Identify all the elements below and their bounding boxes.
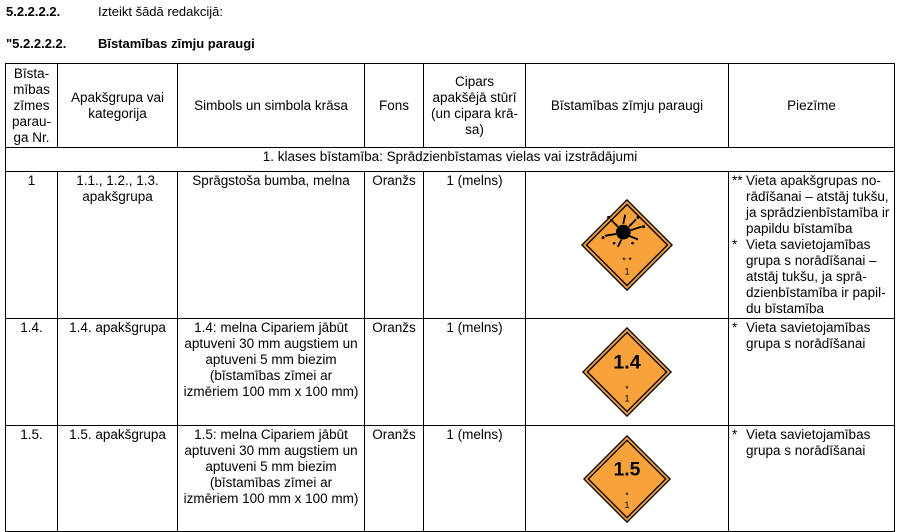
cell-group: 1.4. apakšgrupa [58, 319, 178, 426]
note-text: Vieta savietojamības grupa s norādīšanai [746, 320, 871, 351]
clause-line [6, 4, 223, 19]
note-mark: ** [732, 173, 743, 188]
clause-text: Izteikt šādā redakcijā: [98, 4, 224, 19]
note-mark: * [732, 427, 738, 442]
cell-background: Oranžs [365, 172, 424, 319]
explosive-sign-icon [581, 199, 673, 291]
sign-diamond [582, 200, 672, 290]
cell-sign [526, 426, 729, 532]
table-row [6, 319, 895, 426]
header-nr: Bīsta-mības zīmes parau-ga Nr. [6, 64, 58, 148]
cell-nr: 1.4. [6, 319, 58, 426]
sign-stars: * [625, 489, 629, 500]
cell-note [729, 319, 895, 426]
cell-note [729, 172, 895, 319]
header-symbol: Simbols un simbola krāsa [178, 64, 365, 148]
cell-corner: 1 (melns) [424, 319, 526, 426]
sign-corner-digit: 1 [624, 393, 630, 404]
header-sign: Bīstamības zīmju paraugi [526, 64, 729, 148]
cell-background: Oranžs [365, 319, 424, 426]
note-item [732, 320, 891, 352]
cell-group: 1.1., 1.2., 1.3. apakšgrupa [58, 172, 178, 319]
sign-corner-digit: 1 [624, 499, 630, 510]
cell-corner: 1 (melns) [424, 172, 526, 319]
sign-division-label: 1.4 [613, 351, 641, 374]
cell-symbol: 1.5: melna Cipariem jābūt aptuveni 30 mm augstiem un aptuveni 5 mm biezim (bīstamības zīmei ar izmēriem 100 mm x 100 mm) [178, 426, 365, 532]
cell-symbol: 1.4: melna Cipariem jābūt aptuveni 30 mm augstiem un aptuveni 5 mm biezim (bīstamības zīmei ar izmēriem 100 mm x 100 mm) [178, 319, 365, 426]
title-number: "5.2.2.2.2. [6, 36, 67, 51]
sign-division-label: 1.5 [613, 457, 641, 480]
hazard-label-table [5, 63, 895, 532]
table-header-row [6, 64, 895, 148]
note-mark: * [732, 320, 738, 335]
sign-corner-digit: 1 [624, 266, 630, 277]
cell-group: 1.5. apakšgrupa [58, 426, 178, 532]
cell-nr: 1 [6, 172, 58, 319]
note-text: Vieta apakšgrupas no-rādīšanai – atstāj tukšu, ja sprādzienbīstamība ir papildu bīstamība [746, 173, 890, 236]
division-1-4-sign-icon [582, 327, 672, 417]
header-corner: Cipars apakšējā stūrī (un cipara krā-sa) [424, 64, 526, 148]
cell-note [729, 426, 895, 532]
section-title-line [6, 36, 255, 51]
header-background: Fons [365, 64, 424, 148]
note-item [732, 173, 891, 237]
cell-background: Oranžs [365, 426, 424, 532]
section-title: 1. klases bīstamība: Sprādzienbīstamas vielas vai izstrādājumi [6, 148, 895, 172]
table-row [6, 172, 895, 319]
note-item [732, 237, 891, 317]
cell-symbol: Sprāgstoša bumba, melna [178, 172, 365, 319]
note-item [732, 427, 891, 459]
cell-corner: 1 (melns) [424, 426, 526, 532]
note-text: Vieta savietojamības grupa s norādīšanai – atstāj tukšu, ja sprā-dzienbīstamība ir papil-du bīstamība [746, 237, 886, 316]
header-note: Piezīme [729, 64, 895, 148]
sign-stars: * * [622, 255, 632, 266]
sign-stars: * [625, 383, 629, 394]
note-mark: * [732, 237, 738, 252]
table-row [6, 426, 895, 532]
cell-sign [526, 172, 729, 319]
section-row [6, 148, 895, 172]
title-text: Bīstamības zīmju paraugi [98, 36, 255, 51]
cell-nr: 1.5. [6, 426, 58, 532]
division-1-5-sign-icon [583, 435, 671, 523]
cell-sign [526, 319, 729, 426]
clause-number: 5.2.2.2.2. [6, 4, 61, 19]
header-group: Apakšgrupa vai kategorija [58, 64, 178, 148]
note-text: Vieta savietojamības grupa s norādīšanai [746, 427, 871, 458]
